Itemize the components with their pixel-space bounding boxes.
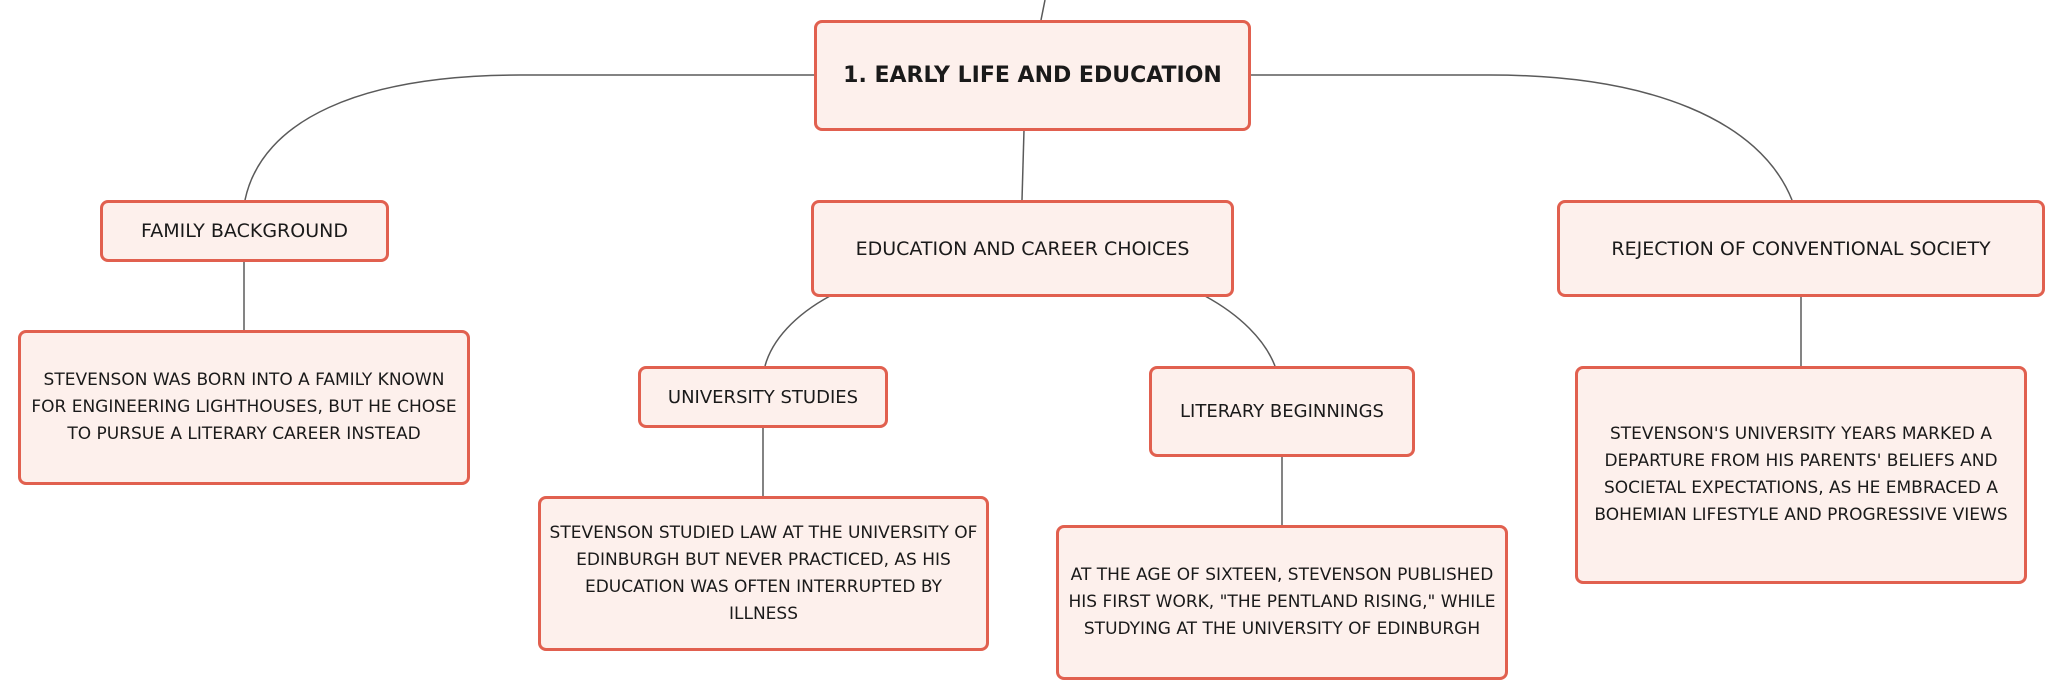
topic-label: EDUCATION AND CAREER CHOICES — [855, 237, 1190, 260]
topic-label: REJECTION OF CONVENTIONAL SOCIETY — [1611, 237, 1991, 260]
detail-text: STEVENSON STUDIED LAW AT THE UNIVERSITY OF EDINBURGH BUT NEVER PRACTICED, AS HIS EDUCATION WAS OFTEN INTERRUPTED BY ILLNESS — [549, 522, 978, 624]
connector-root-to-education — [1022, 130, 1024, 200]
detail-rejection-of-conventional-society[interactable] — [1575, 366, 2027, 584]
connector-root-to-family-background — [245, 75, 816, 200]
connector-education-to-literary — [1205, 296, 1275, 366]
detail-literary-beginnings[interactable] — [1056, 525, 1508, 680]
subtopic-label: LITERARY BEGINNINGS — [1180, 401, 1384, 422]
topic-label: FAMILY BACKGROUND — [141, 220, 348, 242]
connector-education-to-university — [765, 296, 830, 366]
detail-text: STEVENSON WAS BORN INTO A FAMILY KNOWN FOR ENGINEERING LIGHTHOUSES, BUT HE CHOSE TO PURSUE A LITERARY CAREER INSTEAD — [31, 370, 457, 444]
subtopic-university-studies[interactable] — [638, 366, 888, 428]
detail-family-background[interactable] — [18, 330, 470, 485]
subtopic-label: UNIVERSITY STUDIES — [667, 386, 859, 408]
root-label: 1. EARLY LIFE AND EDUCATION — [843, 63, 1222, 88]
connector-root-to-rejection — [1250, 75, 1792, 200]
topic-education-and-career-choices[interactable] — [811, 200, 1234, 297]
topic-rejection-of-conventional-society[interactable] — [1557, 200, 2045, 297]
root-node[interactable] — [814, 20, 1251, 131]
topic-family-background[interactable] — [100, 200, 389, 262]
connector-parent-to-root — [1041, 0, 1045, 20]
detail-text: AT THE AGE OF SIXTEEN, STEVENSON PUBLISHED HIS FIRST WORK, "THE PENTLAND RISING," WHILE STUDYING AT THE UNIVERSITY OF EDINBURGH — [1068, 565, 1496, 639]
subtopic-literary-beginnings[interactable] — [1149, 366, 1415, 457]
detail-university-studies[interactable] — [538, 496, 989, 651]
detail-text: STEVENSON'S UNIVERSITY YEARS MARKED A DEPARTURE FROM HIS PARENTS' BELIEFS AND SOCIETAL EXPECTATIONS, AS HE EMBRACED A BOHEMIAN LIFESTYLE AND PROGRESSIVE VIEWS — [1594, 424, 2008, 525]
